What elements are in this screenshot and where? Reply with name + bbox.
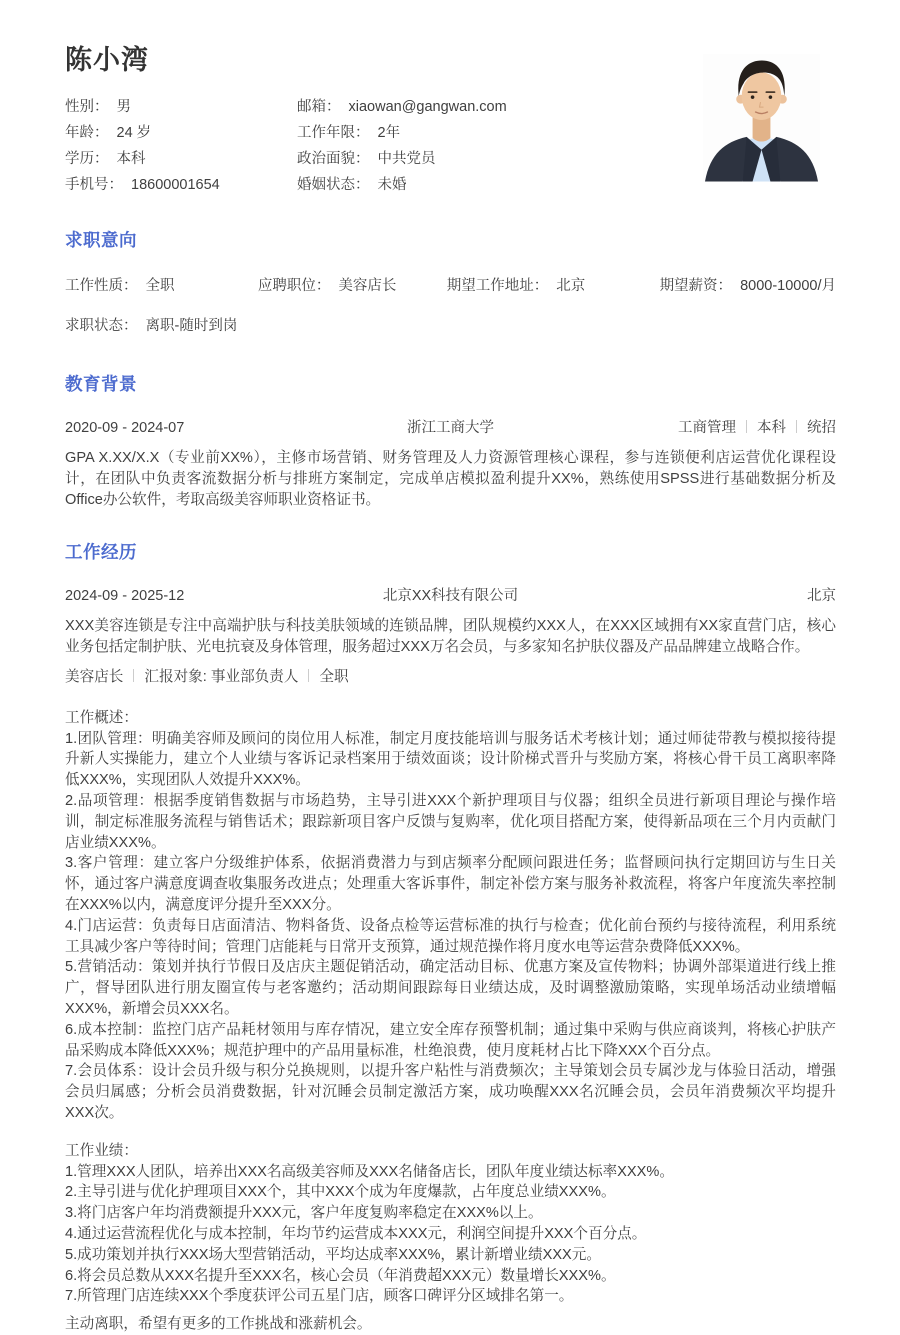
- achievement-item-1: 1.管理XXX人团队，培养出XXX名高级美容师及XXX名储备店长，团队年度业绩达标率XXX%。: [65, 1163, 674, 1180]
- divider-bar: [308, 669, 309, 682]
- work-meta-row: [65, 586, 836, 606]
- overview-item-7: 7.会员体系：设计会员升级与积分兑换规则，以提升客户粘性与消费频次；主导策划会员专属沙龙与体验日活动，增强会员归属感；分析会员消费数据，针对沉睡会员制定激活方案，成功唤醒XXX名沉睡会员，会员年消费频次平均提升XXX次。: [65, 1063, 836, 1121]
- info-age: 年龄： 24 岁: [65, 125, 152, 141]
- candidate-name: 陈小湾: [65, 45, 149, 75]
- work-experience-title: 工作经历: [65, 542, 137, 563]
- job-intention-row-2: [65, 316, 836, 336]
- intent-expected-location: 期望工作地址： 北京: [446, 278, 586, 294]
- achievement-item-2: 2.主导引进与优化护理项目XXX个，其中XXX个成为年度爆款，占年度总业绩XXX%。: [65, 1184, 616, 1201]
- work-overview-block: [65, 708, 836, 1124]
- education-school: 浙江工商大学: [407, 420, 494, 436]
- work-company: 北京XX科技有限公司: [382, 588, 519, 605]
- position-line: [65, 667, 836, 688]
- education-degree: 本科: [757, 420, 786, 436]
- section-job-intention: [65, 229, 836, 336]
- leave-reason: 主动离职，希望有更多的工作挑战和涨薪机会。: [65, 1316, 372, 1333]
- work-report-to: 汇报对象: 事业部负责人: [144, 668, 299, 685]
- info-phone: 手机号： 18600001654: [65, 177, 220, 193]
- company-intro: XXX美容连锁是专注中高端护肤与科技美肤领域的连锁品牌，团队规模约XXX人，在XXX区域拥有XX家直营门店，核心业务包括定制护肤、光电抗衰及身体管理，服务超过XXX万名会员，与多家知名护肤仪器及产品品牌建立战略合作。: [65, 618, 836, 656]
- job-intention-row-1: [65, 276, 836, 296]
- profile-photo: [703, 54, 820, 182]
- intent-job-status: 求职状态： 离职-随时到岗: [65, 318, 238, 334]
- achievement-item-6: 6.将会员总数从XXX名提升至XXX名，核心会员（年消费超XXX元）数量增长XXX%。: [65, 1267, 616, 1284]
- divider-bar: [133, 669, 134, 682]
- overview-item-4: 4.门店运营：负责每日店面清洁、物料备货、设备点检等运营标准的执行与检查；优化前台预约与接待流程，利用系统工具减少客户等待时间；管理门店能耗与日常开支预算，通过规范操作将月度水电等运营杂费降低XXX%。: [65, 917, 836, 955]
- overview-item-3: 3.客户管理：建立客户分级维护体系，依据消费潜力与到店频率分配顾问跟进任务；监督顾问执行定期回访与生日关怀，通过客户满意度调查收集服务改进点；处理重大客诉事件，制定补偿方案与服务补救流程，将客户年度流失率控制在XXX%以内，满意度评分提升至XXX分。: [65, 855, 836, 913]
- achievement-item-7: 7.所管理门店连续XXX个季度获评公司五星门店，顾客口碑评分区域排名第一。: [65, 1288, 574, 1305]
- overview-item-1: 1.团队管理：明确美容师及顾问的岗位用人标准，制定月度技能培训与服务话术考核计划；通过师徒带教与模拟接待提升新人实操能力，建立个人业绩与客诉记录档案用于绩效面谈；设计阶梯式晋升与奖励方案，将核心骨干员工离职率降低XXX%，实现团队人效提升XXX%。: [65, 730, 836, 789]
- work-achievements-block: [65, 1141, 836, 1307]
- education-qualifiers: [636, 418, 836, 438]
- info-political-status: 政治面貌： 中共党员: [297, 151, 436, 167]
- job-intention-title: 求职意向: [65, 230, 137, 250]
- education-major: 工商管理: [678, 420, 736, 436]
- info-marital-status: 婚姻状态： 未婚: [297, 177, 407, 193]
- intent-job-nature: 工作性质： 全职: [65, 278, 175, 294]
- work-period: 2024-09 - 2025-12: [65, 588, 185, 605]
- education-description: GPA X.XX/X.X（专业前XX%），主修市场营销、财务管理及人力资源管理核心课程，参与连锁便利店运营优化课程设计，在团队中负责客流数据分析与排班方案制定，完成单店模拟盈利提升XX%，熟练使用SPSS进行基础数据分析及Office办公软件，考取高级美容师职业资格证书。: [65, 450, 836, 508]
- info-email: 邮箱： xiaowan@gangwan.com: [297, 99, 507, 115]
- intent-target-position: 应聘职位： 美容店长: [257, 278, 397, 294]
- section-work-experience: [65, 541, 836, 1335]
- section-education: [65, 373, 836, 510]
- personal-info-grid: [65, 94, 717, 198]
- education-period: 2020-09 - 2024-07: [65, 420, 185, 436]
- person-portrait-image: [703, 54, 820, 182]
- overview-item-5: 5.营销活动：策划并执行节假日及店庆主题促销活动，确定活动目标、优惠方案及宣传物料；协调外部渠道进行线上推广，督导团队进行朋友圈宣传与老客邀约；活动期间跟踪每日业绩达成，及时调整激励策略，实现单场活动业绩增幅XXX%，新增会员XXX名。: [65, 959, 836, 1017]
- achievement-item-5: 5.成功策划并执行XXX场大型营销活动，平均达成率XXX%，累计新增业绩XXX元。: [65, 1246, 601, 1263]
- achievement-item-3: 3.将门店客户年均消费额提升XXX元，客户年度复购率稳定在XXX%以上。: [65, 1205, 543, 1222]
- achievement-item-4: 4.通过运营流程优化与成本控制，年均节约运营成本XXX元，利润空间提升XXX个百分点。: [65, 1225, 647, 1242]
- divider-bar: [796, 420, 797, 433]
- overview-item-6: 6.成本控制：监控门店产品耗材领用与库存情况，建立安全库存预警机制；通过集中采购与供应商谈判，将核心护肤产品采购成本降低XXX%；规范护理中的产品用量标准，杜绝浪费，使月度耗材占比下降XXX个百分点。: [65, 1021, 836, 1059]
- info-education: 学历： 本科: [65, 151, 146, 167]
- work-achievements-heading: 工作业绩：: [65, 1142, 138, 1159]
- work-job-type: 全职: [319, 668, 349, 685]
- divider-bar: [746, 420, 747, 433]
- work-position: 美容店长: [65, 668, 124, 685]
- education-title: 教育背景: [65, 374, 137, 394]
- info-work-years: 工作年限： 2年: [297, 125, 401, 141]
- info-gender: 性别： 男: [65, 99, 131, 115]
- intent-expected-salary: 期望薪资： 8000-10000/月: [659, 278, 836, 294]
- education-meta-row: [65, 418, 836, 438]
- work-overview-heading: 工作概述：: [65, 709, 138, 726]
- work-city: 北京: [807, 588, 836, 605]
- overview-item-2: 2.品项管理：根据季度销售数据与市场趋势，主导引进XXX个新护理项目与仪器；组织全员进行新项目理论与操作培训，制定标准服务流程与销售话术；跟踪新项目客户反馈与复购率，优化项目搭配方案，使得新品项在三个月内贡献门店业绩XXX%。: [65, 792, 836, 851]
- education-enroll-type: 统招: [807, 420, 836, 436]
